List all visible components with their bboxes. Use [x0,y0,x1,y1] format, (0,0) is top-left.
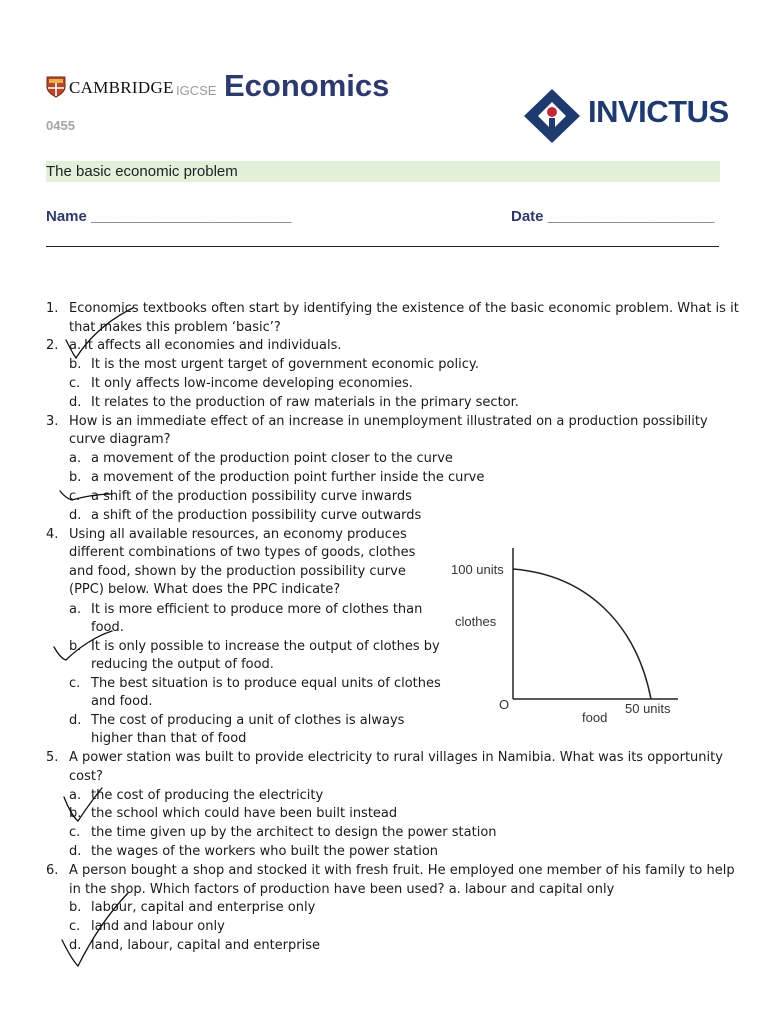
ppc-y-label: clothes [455,614,497,629]
option-letter[interactable]: a. [69,338,82,353]
option-letter[interactable]: a. [69,788,82,803]
option-letter[interactable]: c. [69,919,81,934]
question-text: Using all available resources, an economy produces [69,527,407,542]
syllabus-code: 0455 [46,118,75,133]
invictus-wordmark: INVICTUS [588,94,729,129]
subject-title: Economics [224,68,390,103]
option-letter[interactable]: d. [69,508,82,523]
question-text: A power station was built to provide electricity to rural villages in Namibia. What was its opportunity [69,750,723,765]
question-text: How is an immediate effect of an increase in unemployment illustrated on a production possibility [69,414,708,429]
question-text: A person bought a shop and stocked it with fresh fruit. He employed one member of his family to help [69,863,735,878]
option-text[interactable]: reducing the output of food. [91,657,274,672]
cambridge-wordmark: CAMBRIDGE [69,78,174,97]
option-letter[interactable]: d. [69,713,82,728]
option-text[interactable]: It is the most urgent target of government economic policy. [91,357,479,372]
option-letter[interactable]: b. [69,806,82,821]
invictus-logo [522,88,732,144]
option-letter[interactable]: c. [69,676,81,691]
question-text: curve diagram? [69,432,171,447]
option-text[interactable]: It is only possible to increase the output of clothes by [91,639,440,654]
option-letter[interactable]: b. [69,639,82,654]
option-text[interactable]: the school which could have been built instead [91,806,398,821]
ppc-curve [513,569,651,699]
option-text[interactable]: land and labour only [91,919,225,934]
option-text[interactable]: the time given up by the architect to design the power station [91,825,497,840]
question-text: that makes this problem ‘basic’? [69,320,281,335]
option-letter[interactable]: a. [69,602,82,617]
name-field[interactable]: Name ________________________ [46,208,292,225]
option-text[interactable]: The cost of producing a unit of clothes is always [91,713,405,728]
igcse-label: IGCSE [176,83,217,98]
option-text[interactable]: a movement of the production point closer to the curve [91,451,453,466]
date-field[interactable]: Date ____________________ [511,208,715,225]
question-number: 4. [46,527,59,542]
question-text: cost? [69,769,103,784]
cambridge-shield-icon [46,76,66,98]
topic-heading: The basic economic problem [46,161,720,182]
option-text[interactable]: a shift of the production possibility curve outwards [91,508,422,523]
question-number: 3. [46,414,59,429]
ppc-origin-label: O [499,697,510,712]
option-letter[interactable]: c. [69,825,81,840]
ppc-x-max-label: 50 units [625,701,671,716]
option-letter[interactable]: a. [69,451,82,466]
question-text: different combinations of two types of goods, clothes [69,545,416,560]
question-text: (PPC) below. What does the PPC indicate? [69,582,341,597]
ppc-y-max-label: 100 units [451,562,504,577]
question-number: 6. [46,863,59,878]
cambridge-header [46,68,446,108]
option-letter[interactable]: d. [69,938,82,953]
option-letter[interactable]: c. [69,489,81,504]
option-text[interactable]: and food. [91,694,153,709]
option-text[interactable]: a movement of the production point further inside the curve [91,470,485,485]
option-letter[interactable]: b. [69,357,82,372]
ppc-diagram [446,543,696,733]
option-letter[interactable]: d. [69,395,82,410]
ppc-x-label: food [582,710,608,725]
option-letter[interactable]: c. [69,376,81,391]
option-text[interactable]: It relates to the production of raw materials in the primary sector. [91,395,519,410]
option-text[interactable]: a shift of the production possibility curve inwards [91,489,412,504]
question-text: Economics textbooks often start by identifying the existence of the basic economic problem. What is it [69,301,739,316]
invictus-diamond-icon [522,88,582,144]
option-text[interactable]: It only affects low-income developing economies. [91,376,413,391]
option-text[interactable]: The best situation is to produce equal units of clothes [91,676,441,691]
question-text: and food, shown by the production possibility curve [69,564,406,579]
option-text[interactable]: It is more efficient to produce more of clothes than [91,602,423,617]
option-text[interactable]: land, labour, capital and enterprise [91,938,320,953]
option-text[interactable]: the cost of producing the electricity [91,788,324,803]
question-number: 1. [46,301,59,316]
option-letter[interactable]: b. [69,900,82,915]
question-number: 5. [46,750,59,765]
option-text[interactable]: labour, capital and enterprise only [91,900,316,915]
question-number: 2. [46,338,59,353]
option-letter[interactable]: b. [69,470,82,485]
header-divider [46,246,719,247]
option-text[interactable]: It affects all economies and individuals. [84,338,342,353]
question-text: in the shop. Which factors of production have been used? a. labour and capital only [69,882,615,897]
option-text[interactable]: the wages of the workers who built the power station [91,844,439,859]
option-text[interactable]: food. [91,620,124,635]
option-letter[interactable]: d. [69,844,82,859]
option-text[interactable]: higher than that of food [91,731,247,746]
